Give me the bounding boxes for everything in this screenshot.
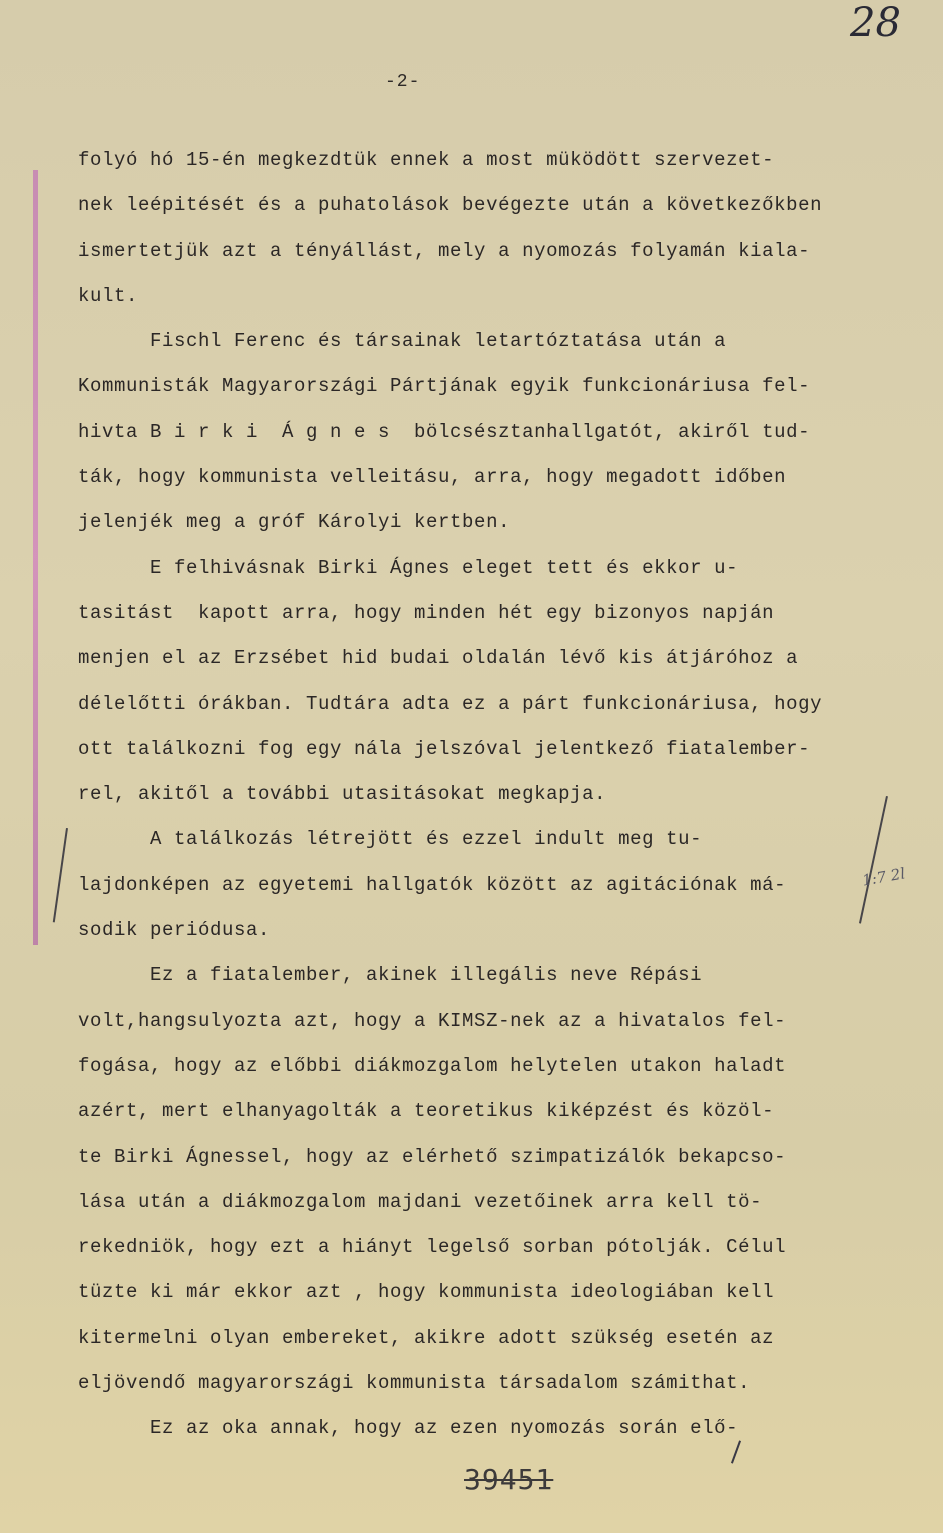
typewritten-body [78,138,918,1452]
text-line: lása után a diákmozgalom majdani vezetőinek arra kell tö- [78,1190,763,1213]
typed-page-marker: -2- [385,72,421,92]
text-line: sodik periódusa. [78,919,271,942]
handwritten-page-number: 28 [850,0,901,46]
text-line: Kommunisták Magyarországi Pártjának egyik funkcionáriusa fel- [78,375,811,398]
pencil-margin-mark-left [53,828,68,922]
crossed-out-file-number: 39451 [464,1463,554,1496]
text-line: volt,hangsulyozta azt, hogy a KIMSZ-nek az a hivatalos fel- [78,1009,787,1032]
text-line: menjen el az Erzsébet hid budai oldalán lévő kis átjáróhoz a [78,647,799,670]
text-line: azért, mert elhanyagolták a teoretikus kiképzést és közöl- [78,1100,775,1123]
pencil-margin-note: 1:7 2l [860,864,907,890]
text-line: ismertetjük azt a tényállást, mely a nyomozás folyamán kiala- [78,239,811,262]
text-line: hivta B i r k i Á g n e s bölcsésztanhallgatót, akiről tud- [78,420,811,443]
text-line: kult. [78,284,139,307]
text-line: E felhivásnak Birki Ágnes eleget tett és ekkor u- [78,556,739,579]
text-line: fogása, hogy az előbbi diákmozgalom helytelen utakon haladt [78,1054,787,1077]
text-line: te Birki Ágnessel, hogy az elérhető szimpatizálók bekapcso- [78,1145,787,1168]
text-line: eljövendő magyarországi kommunista társadalom számithat. [78,1372,751,1395]
text-line: rel, akitől a további utasitásokat megkapja. [78,783,607,806]
text-line: Ez a fiatalember, akinek illegális neve Répási [78,964,703,987]
text-line: A találkozás létrejött és ezzel indult meg tu- [78,828,703,851]
text-line: lajdonképen az egyetemi hallgatók között az agitációnak má- [78,873,787,896]
text-line: nek leépitését és a puhatolások bevégezte után a következőkben [78,194,823,217]
text-line: tasitást kapott arra, hogy minden hét egy bizonyos napján [78,601,775,624]
text-line: rekedniök, hogy ezt a hiányt legelső sorban pótolják. Célul [78,1236,787,1259]
text-line: kitermelni olyan embereket, akikre adott szükség esetén az [78,1326,775,1349]
text-line: ták, hogy kommunista velleitásu, arra, hogy megadott időben [78,466,787,489]
text-line: folyó hó 15-én megkezdtük ennek a most müködött szervezet- [78,149,775,171]
text-line: tüzte ki már ekkor azt , hogy kommunista ideologiában kell [78,1281,775,1304]
text-line: Ez az oka annak, hogy az ezen nyomozás során elő- [78,1417,739,1440]
text-line: ott találkozni fog egy nála jelszóval jelentkező fiatalember- [78,737,811,760]
text-line: Fischl Ferenc és társainak letartóztatása után a [78,330,727,353]
pink-margin-mark [33,170,38,945]
text-line: délelőtti órákban. Tudtára adta ez a párt funkcionáriusa, hogy [78,692,823,715]
text-line: jelenjék meg a gróf Károlyi kertben. [78,511,511,534]
